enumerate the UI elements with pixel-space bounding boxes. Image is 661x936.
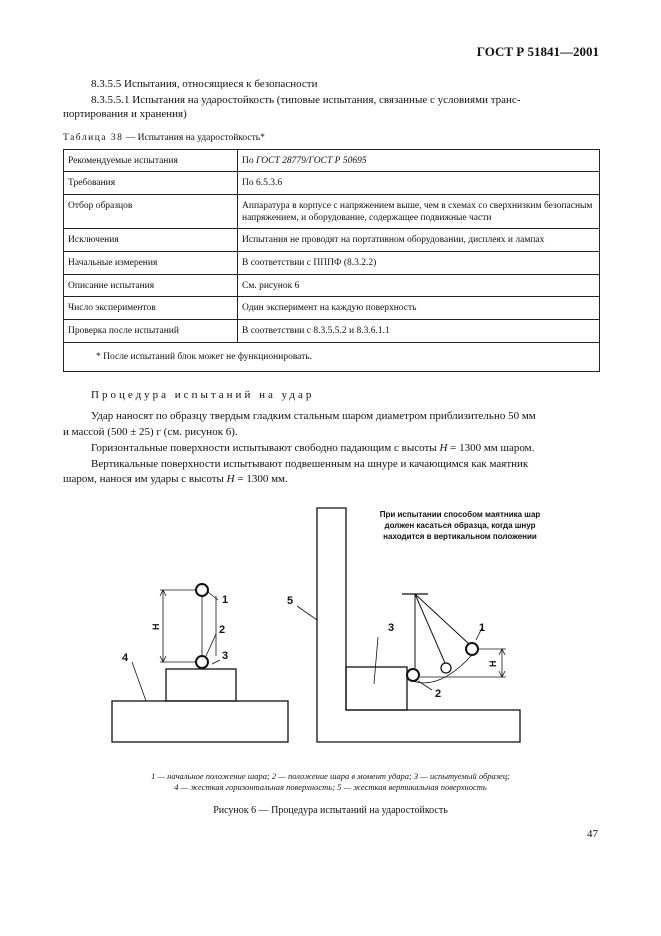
procedure-p3-line1: Вертикальные поверхности испытывают подвешенным на шнуре и качающимся как маятник	[91, 458, 529, 470]
ball-intermediate-right	[441, 663, 451, 673]
right-sample	[346, 667, 407, 710]
fig-label-5: 5	[287, 595, 294, 607]
table-cell-label: Описание испытания	[64, 275, 238, 297]
ball-initial-left	[196, 584, 208, 596]
fig-label-H-right: H	[488, 660, 498, 667]
table-footnote: * После испытаний блок может не функционировать.	[64, 343, 600, 372]
ball-impact-left	[196, 656, 208, 668]
table-cell-value: См. рисунок 6	[238, 275, 600, 297]
fig-label-H-left: H	[151, 623, 161, 630]
table-title-prefix: Таблица 38	[63, 133, 124, 143]
ball-impact-right	[407, 669, 419, 681]
procedure-p3-text: шаром, нанося им удары с высоты	[63, 473, 227, 485]
table-cell-label: Исключения	[64, 229, 238, 252]
table-cell-value: В соответствии с ПППФ (8.3.2.2)	[238, 252, 600, 275]
fig-note-line1: При испытании способом маятника шар	[379, 510, 541, 519]
table-title-text: — Испытания на ударостойкость*	[123, 133, 265, 143]
table-cell-value: Аппаратура в корпусе с напряжением выше, чем в схемах со сверхнизким безопасным напряжением, и оборудование, содержащее подвижные части	[238, 195, 600, 229]
page-number: 47	[587, 828, 598, 840]
fig-label-1-right: 1	[479, 622, 486, 634]
procedure-p2-text: Горизонтальные поверхности испытывают свободно падающим с высоты	[91, 442, 440, 454]
table-cell-value: В соответствии с 8.3.5.5.2 и 8.3.6.1.1	[238, 320, 600, 343]
table-cell-label: Рекомендуемые испытания	[64, 150, 238, 172]
figure-caption-line2: 4 — жесткая горизонтальная поверхность; 5 — жесткая вертикальная поверхность	[174, 782, 487, 792]
table-cell-value: Испытания не проводят на портативном оборудовании, дисплеях и лампах	[238, 229, 600, 252]
section-heading-impact-line1: 8.3.5.5.1 Испытания на ударостойкость (типовые испытания, связанные с условиями транс-	[91, 94, 521, 106]
table-cell-label: Отбор образцов	[64, 195, 238, 229]
fig-label-3-right: 3	[388, 622, 395, 634]
left-sample	[166, 669, 236, 701]
procedure-p2-tail: = 1300 мм шаром.	[447, 442, 535, 454]
value-standard-ref: ГОСТ 28779/ГОСТ Р 50695	[256, 156, 367, 166]
figure-title: Рисунок 6 — Процедура испытаний на ударостойкость	[213, 805, 448, 816]
fig-note-line2: должен касаться образца, когда шнур	[384, 521, 536, 530]
procedure-p1-line2: и массой (500 ± 25) г (см. рисунок 6).	[63, 426, 238, 438]
value-prefix: По	[242, 156, 256, 166]
table-cell-label: Начальные измерения	[64, 252, 238, 275]
fig-label-2-left: 2	[219, 624, 226, 636]
standard-header: ГОСТ Р 51841—2001	[476, 44, 599, 59]
procedure-p3-var: H	[226, 473, 235, 485]
table-cell-label: Требования	[64, 172, 238, 195]
procedure-p3-tail: = 1300 мм.	[234, 473, 288, 485]
section-heading-safety: 8.3.5.5 Испытания, относящиеся к безопасности	[91, 78, 318, 90]
table-cell-value: Один эксперимент на каждую поверхность	[238, 297, 600, 320]
fig-label-4: 4	[122, 652, 129, 664]
fig-label-2-right: 2	[435, 688, 442, 700]
fig-label-3-left: 3	[222, 650, 229, 662]
table-cell-value: По 6.5.3.6	[238, 172, 600, 195]
fig-label-1-left: 1	[222, 594, 229, 606]
horizontal-surface	[112, 701, 288, 742]
table-cell-label: Проверка после испытаний	[64, 320, 238, 343]
procedure-title: Процедура испытаний на удар	[91, 389, 315, 401]
procedure-p2-var: H	[439, 442, 448, 454]
table-cell-label: Число экспериментов	[64, 297, 238, 320]
procedure-p1-line1: Удар наносят по образцу твердым гладким стальным шаром диаметром приблизительно 50 мм	[91, 410, 536, 422]
section-heading-impact-line2: портирования и хранения)	[63, 108, 187, 120]
fig-note-line3: находится в вертикальном положении	[383, 532, 537, 541]
figure-caption-line1: 1 — начальное положение шара; 2 — положение шара в момент удара; 3 — испытуемый образец;	[151, 771, 510, 781]
ball-initial-right	[466, 643, 478, 655]
vertical-surface	[317, 508, 520, 742]
